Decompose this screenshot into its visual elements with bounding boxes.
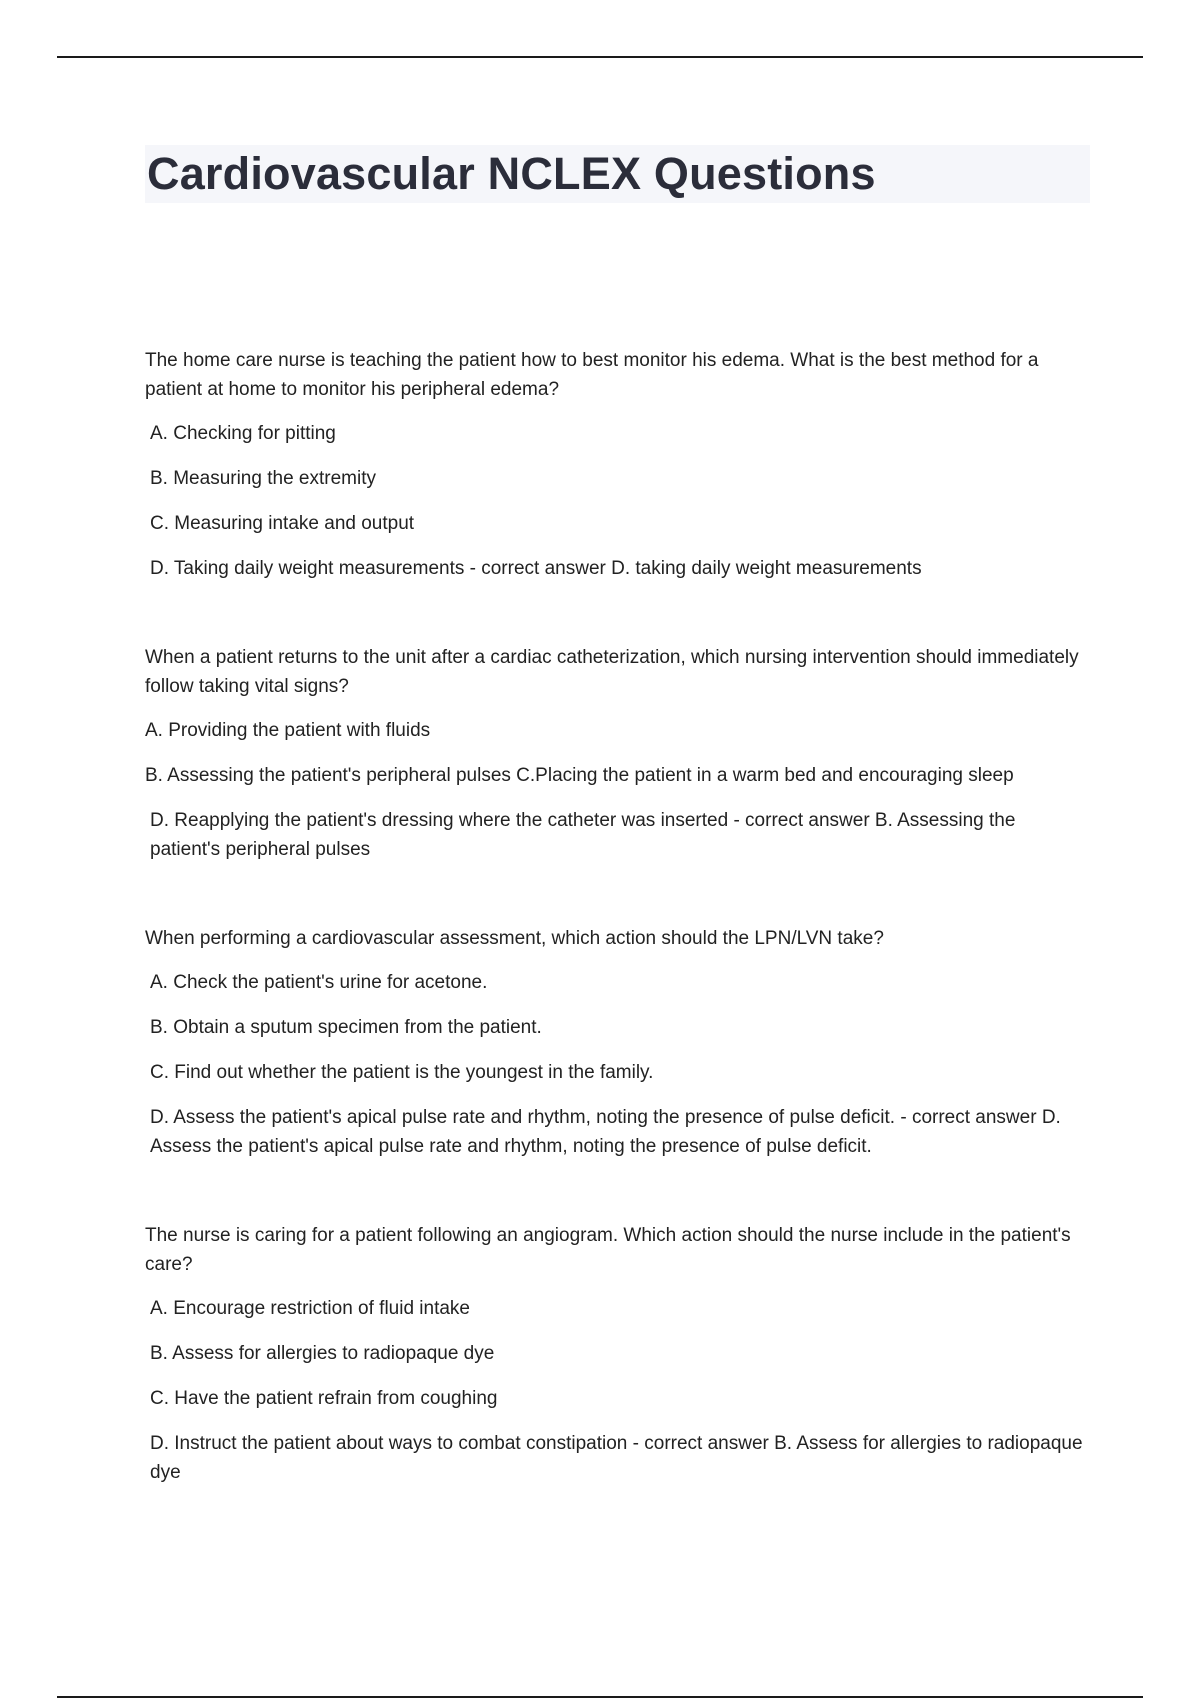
answer-option-a: A. Providing the patient with fluids (145, 720, 431, 741)
answer-option-b: B. Obtain a sputum specimen from the patient. (150, 1017, 542, 1038)
answer-option-c: C. Find out whether the patient is the youngest in the family. (150, 1062, 654, 1083)
document-body (145, 145, 1090, 1547)
question-4 (145, 1221, 1090, 1487)
header-rule (57, 56, 1143, 58)
answer-option-d: D. Taking daily weight measurements - correct answer D. taking daily weight measurements (150, 558, 922, 579)
answer-option-d: D. Assess the patient's apical pulse rate and rhythm, noting the presence of pulse deficit. - correct answer D. Assess the patient's apical pulse rate and rhythm, noting the presence of pulse deficit. (150, 1107, 1061, 1157)
document-title: Cardiovascular NCLEX Questions (147, 148, 876, 199)
answer-option-a: A. Encourage restriction of fluid intake (150, 1298, 471, 1319)
question-3 (145, 924, 1090, 1161)
answer-option-a: A. Checking for pitting (150, 423, 336, 444)
answer-option-c: C. Have the patient refrain from coughing (150, 1388, 498, 1409)
answer-option-b: B. Assessing the patient's peripheral pulses C.Placing the patient in a warm bed and encouraging sleep (145, 765, 1014, 786)
question-stem: When performing a cardiovascular assessment, which action should the LPN/LVN take? (145, 928, 884, 949)
answer-option-a: A. Check the patient's urine for acetone. (150, 972, 488, 993)
answer-option-b: B. Assess for allergies to radiopaque dye (150, 1343, 495, 1364)
answer-option-d: D. Reapplying the patient's dressing where the catheter was inserted - correct answer B. Assessing the patient's peripheral pulses (150, 810, 1016, 860)
answer-option-c: C. Measuring intake and output (150, 513, 415, 534)
question-list (145, 346, 1090, 1487)
title-band (145, 145, 1090, 203)
question-2 (145, 643, 1090, 864)
question-stem: The nurse is caring for a patient following an angiogram. Which action should the nurse include in the patient's care? (145, 1225, 1071, 1275)
question-stem: When a patient returns to the unit after a cardiac catheterization, which nursing intervention should immediately follow taking vital signs? (145, 647, 1079, 697)
answer-option-d: D. Instruct the patient about ways to combat constipation - correct answer B. Assess for allergies to radiopaque dye (150, 1433, 1083, 1483)
question-1 (145, 346, 1090, 583)
answer-option-b: B. Measuring the extremity (150, 468, 376, 489)
footer-rule (57, 1696, 1143, 1698)
question-stem: The home care nurse is teaching the patient how to best monitor his edema. What is the best method for a patient at home to monitor his peripheral edema? (145, 350, 1039, 400)
